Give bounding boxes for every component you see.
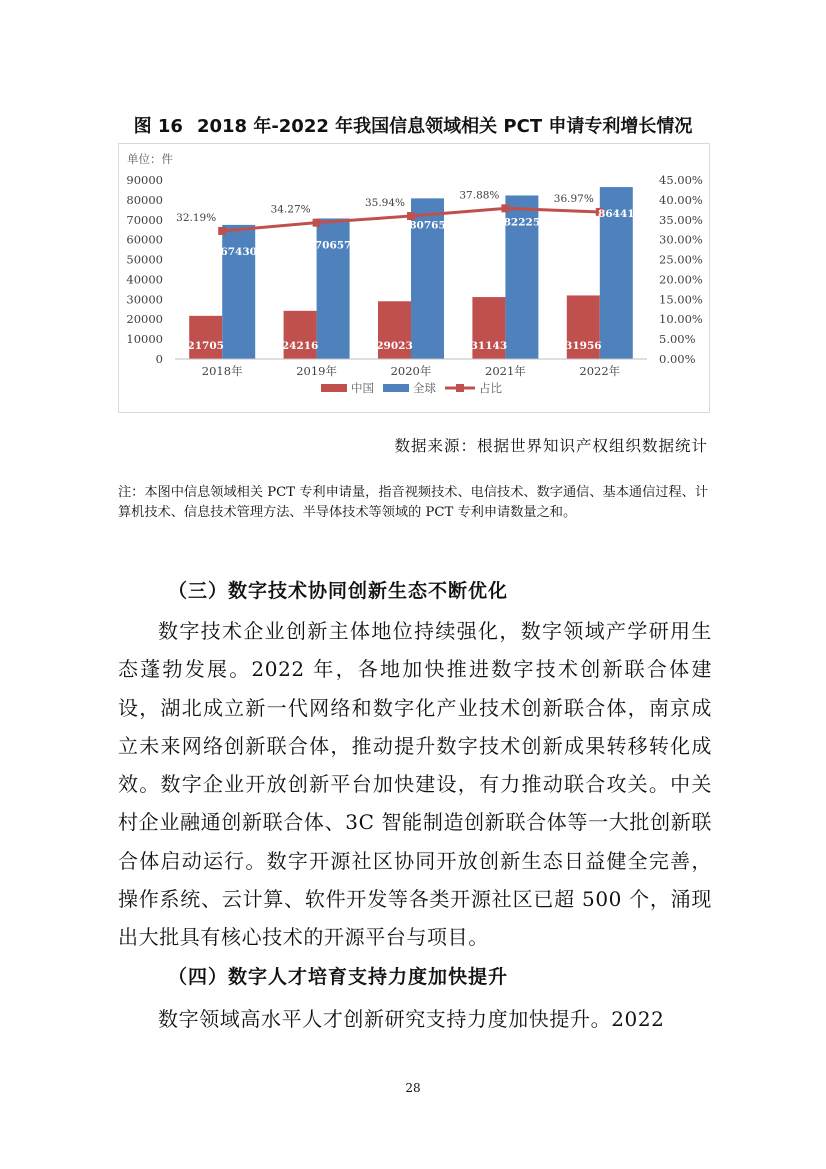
legend-swatch-china [321,384,347,392]
left-tick-label: 30000 [126,292,163,307]
right-tick-label: 10.00% [659,312,703,327]
share-value-label: 35.94% [364,197,406,210]
left-tick-label: 0 [155,352,163,366]
pct-chart-svg [119,144,709,412]
legend-swatch-global [383,384,409,392]
left-tick-label: 50000 [126,252,163,267]
china-value-label: 21705 [187,340,224,352]
category-label: 2020年 [390,364,432,378]
share-value-label: 36.97% [553,192,594,205]
left-tick-label: 40000 [126,272,163,287]
china-value-label: 24216 [281,340,319,352]
left-tick-label: 80000 [126,192,163,207]
unit-label: 单位：件 [127,152,173,166]
left-axis [126,173,163,366]
legend [321,381,502,395]
legend-label-global: 全球 [413,381,436,395]
share-point [313,219,321,227]
legend-marker-share [456,384,464,392]
figure-number: 图 16 [133,116,183,137]
china-value-label: 31143 [470,340,508,352]
right-tick-label: 5.00% [659,332,696,347]
figure-caption: 2018 年-2022 年我国信息领域相关 PCT 申请专利增长情况 [196,116,693,137]
left-tick-label: 60000 [126,232,163,247]
category-label: 2021年 [485,364,526,378]
china-value-label: 29023 [376,340,413,352]
right-tick-label: 25.00% [659,252,703,267]
right-tick-label: 30.00% [659,232,703,247]
share-point [218,227,226,235]
section-heading-4: （四）数字人才培育支持力度加快提升 [168,966,509,988]
pct-chart [118,143,710,413]
section-paragraph-3: 数字技术企业创新主体地位持续强化，数字领域产学研用生态蓬勃发展。2022 年，各地加快推进数字技术创新联合体建设，湖北成立新一代网络和数字化产业技术创新联合体，南京成立未来网络创新联合体，推动提升数字技术创新成果转移转化成效。数字企业开放创新平台加快建设，有力推动联合攻关。中关村企业融通创新联合体、3C 智能制造创新联合体等一大批创新联合体启动运行。数字开源社区协同开放创新生态日益健全完善，操作系统、云计算、软件开发等各类开源社区已超 500 个，涌现出大批具有核心技术的开源平台与项目。 [118,619,712,950]
figure-note: 注：本图中信息领域相关 PCT 专利申请量，指音视频技术、电信技术、数字通信、基本通信过程、计算机技术、信息技术管理方法、半导体技术等领域的 PCT 专利申请数量之和。 [118,485,709,520]
category-label: 2019年 [296,364,337,378]
right-tick-label: 35.00% [659,212,703,227]
left-tick-label: 90000 [126,173,163,187]
right-tick-label: 0.00% [659,352,696,366]
category-label: 2018年 [201,364,243,378]
legend-label-china: 中国 [351,381,374,395]
page-number: 28 [405,1081,421,1095]
global-value-label: 67430 [220,245,257,258]
global-value-label: 86441 [598,208,635,221]
global-value-label: 80765 [409,219,446,232]
left-tick-label: 20000 [126,312,163,327]
global-value-label: 82225 [503,216,541,229]
figure-title [0,112,826,138]
data-source: 数据来源：根据世界知识产权组织数据统计 [394,437,708,455]
right-axis [659,173,703,366]
category-label: 2022年 [579,364,621,378]
share-value-label: 37.88% [459,189,500,202]
left-tick-label: 10000 [126,332,163,347]
right-tick-label: 20.00% [659,272,703,287]
right-tick-label: 45.00% [659,173,703,187]
china-value-label: 31956 [565,340,602,352]
left-tick-label: 70000 [126,212,163,227]
share-value-label: 34.27% [270,203,311,216]
share-value-label: 32.19% [176,211,217,224]
right-tick-label: 15.00% [659,292,703,307]
share-point [501,204,509,212]
right-tick-label: 40.00% [659,192,703,207]
section-heading-3: （三）数字技术协同创新生态不断优化 [168,580,509,602]
legend-label-share: 占比 [479,381,502,395]
bar-china [189,316,222,359]
category-axis [175,359,647,378]
global-value-label: 70657 [314,239,352,252]
section-paragraph-4: 数字领域高水平人才创新研究支持力度加快提升。2022 [158,1007,665,1031]
